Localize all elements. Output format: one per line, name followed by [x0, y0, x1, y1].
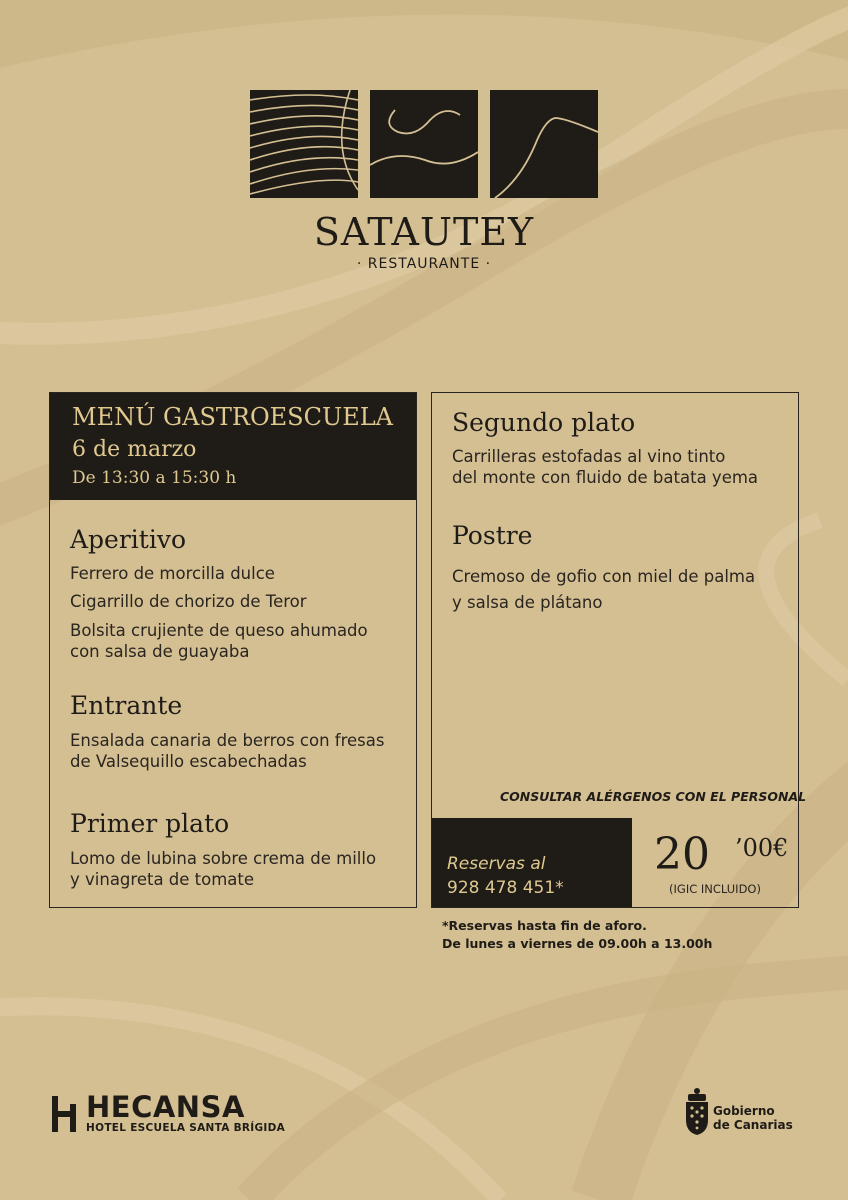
menu-item: Cremoso de gofio con miel de palma — [452, 567, 756, 586]
price-main: 20 — [654, 829, 710, 880]
price-note: (IGIC INCLUIDO) — [669, 882, 761, 896]
footnote-line2: De lunes a viernes de 09.00h a 13.00h — [442, 936, 713, 951]
hecansa-logo — [50, 1090, 286, 1138]
restaurant-logo — [250, 90, 598, 198]
menu-item: de Valsequillo escabechadas — [70, 752, 307, 771]
menu-item: del monte con fluido de batata yema — [452, 468, 759, 487]
menu-header — [50, 393, 416, 500]
menu-item: y salsa de plátano — [452, 593, 603, 612]
menu-item: Bolsita crujiente de queso ahumado — [70, 621, 368, 640]
menu-item: con salsa de guayaba — [70, 642, 250, 661]
section-title-primer: Primer plato — [70, 809, 230, 838]
allergen-notice: CONSULTAR ALÉRGENOS CON EL PERSONAL — [500, 789, 807, 804]
reservation-label: Reservas al — [447, 854, 546, 874]
section-title-segundo: Segundo plato — [452, 408, 636, 437]
menu-item: Ensalada canaria de berros con fresas — [70, 731, 385, 750]
restaurant-subtitle: · RESTAURANTE · — [356, 256, 492, 272]
menu-left-panel — [49, 392, 417, 908]
menu-item: y vinagreta de tomate — [70, 870, 255, 889]
gobierno-line2: de Canarias — [713, 1118, 793, 1132]
hecansa-subtitle: HOTEL ESCUELA SANTA BRÍGIDA — [86, 1122, 286, 1134]
reservation-box — [432, 818, 632, 907]
menu-item: Lomo de lubina sobre crema de millo — [70, 849, 377, 868]
section-title-postre: Postre — [452, 521, 533, 550]
section-title-entrante: Entrante — [70, 691, 183, 720]
menu-hours: De 13:30 a 15:30 h — [72, 468, 237, 488]
price-box — [632, 818, 798, 907]
logo-tile-mountain — [490, 90, 598, 198]
gobierno-line1: Gobierno — [713, 1104, 775, 1118]
coat-of-arms-icon — [683, 1086, 711, 1136]
logo-tile-wave — [370, 90, 478, 198]
menu-item: Cigarrillo de chorizo de Teror — [70, 592, 307, 611]
menu-item: Ferrero de morcilla dulce — [70, 564, 275, 583]
section-title-aperitivo: Aperitivo — [70, 525, 187, 554]
gobierno-canarias-logo — [683, 1086, 793, 1136]
menu-item: Carrilleras estofadas al vino tinto — [452, 447, 726, 466]
menu-title: MENÚ GASTROESCUELA — [72, 403, 393, 431]
hecansa-name: HECANSA — [86, 1090, 245, 1124]
price-cents: ’00€ — [735, 834, 789, 862]
hecansa-mark-icon — [50, 1094, 78, 1134]
reservation-phone[interactable]: 928 478 451* — [447, 878, 564, 898]
menu-right-panel — [431, 392, 807, 908]
menu-date: 6 de marzo — [72, 437, 197, 462]
logo-tile-lines — [250, 90, 358, 198]
footnote-line1: *Reservas hasta fin de aforo. — [442, 918, 647, 933]
restaurant-name: SATAUTEY — [313, 210, 535, 254]
